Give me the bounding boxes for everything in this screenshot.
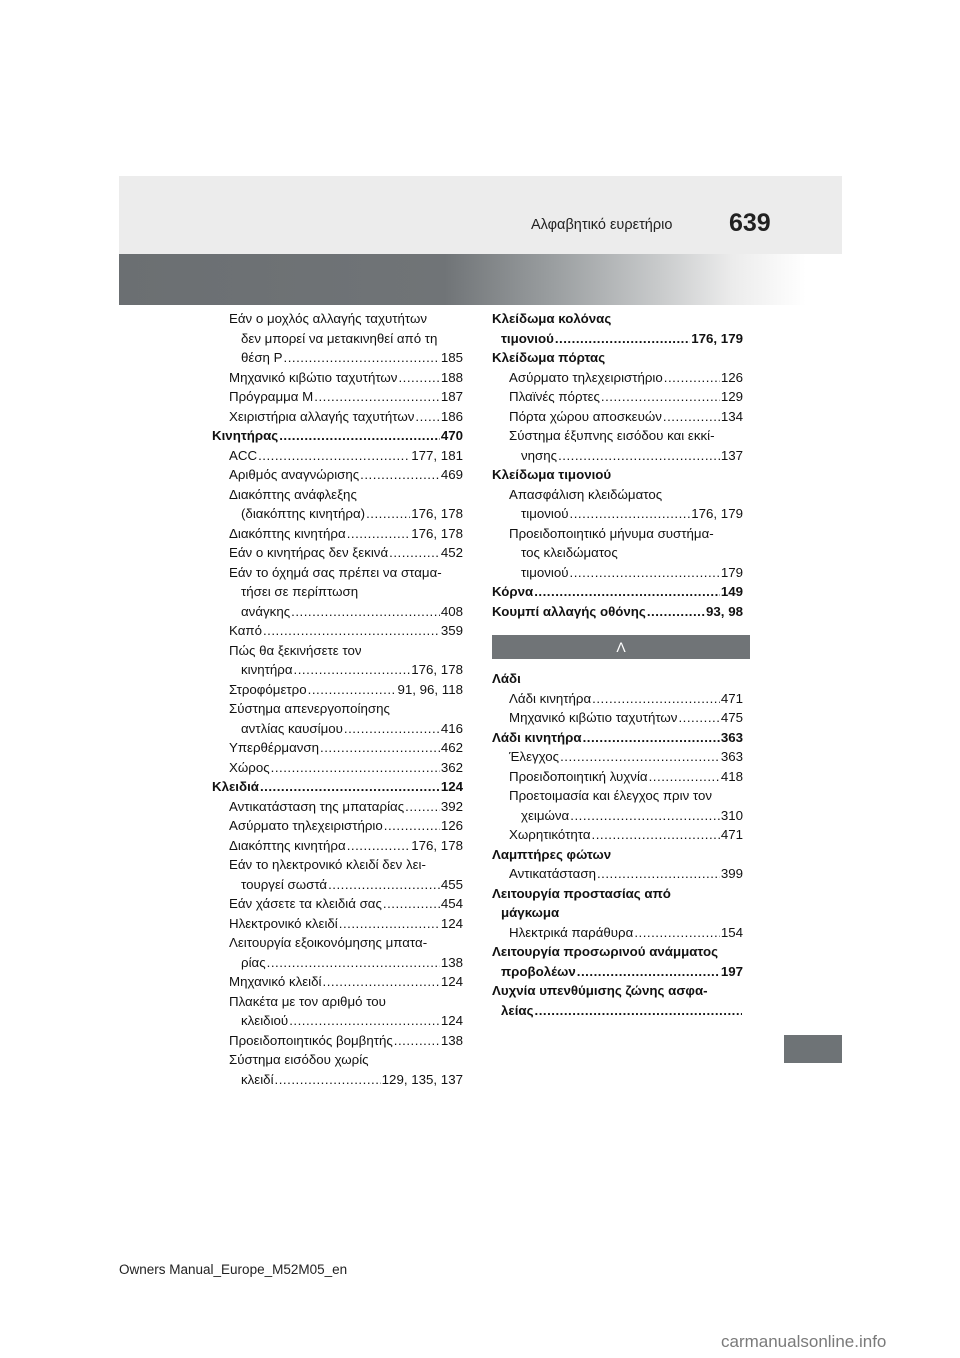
index-entry-text: Λαμπτήρες φώτων bbox=[492, 846, 612, 862]
index-entry bbox=[492, 582, 743, 602]
section-header-lambda: Λ bbox=[492, 635, 750, 659]
index-entry bbox=[492, 309, 743, 329]
index-entry-text: Κλειδιά bbox=[212, 779, 259, 794]
leader-dots bbox=[320, 738, 440, 758]
index-entry-page: 124 bbox=[440, 915, 463, 931]
index-entry bbox=[212, 836, 463, 856]
index-entry bbox=[492, 825, 743, 845]
index-entry-page: 129, 135, 137 bbox=[381, 1071, 463, 1087]
index-entry-text: τιμονιού bbox=[501, 330, 554, 346]
index-entry bbox=[212, 992, 463, 1012]
index-entry-page: 176, 178 bbox=[411, 506, 463, 521]
index-entry-page: 408 bbox=[440, 603, 463, 619]
index-entry-text: θέση P bbox=[241, 350, 283, 365]
index-entry-page: 399 bbox=[720, 866, 743, 881]
leader-dots bbox=[366, 504, 410, 524]
index-entry-text: (διακόπτης κινητήρα) bbox=[241, 506, 366, 521]
index-entry-text: Αντικατάσταση bbox=[509, 866, 596, 881]
index-entry-page: 176, 178 bbox=[411, 525, 463, 541]
index-entry-text: Ηλεκτρικά παράθυρα bbox=[509, 924, 634, 940]
index-entry bbox=[212, 680, 463, 700]
index-entry-text: Ασύρματο τηλεχειριστήριο bbox=[509, 369, 663, 385]
leader-dots bbox=[383, 894, 440, 914]
leader-dots bbox=[284, 348, 440, 368]
index-entry-text: Διακόπτης κινητήρα bbox=[229, 837, 346, 853]
index-entry bbox=[492, 329, 743, 349]
index-entry-page: 124 bbox=[440, 1013, 463, 1028]
index-entry-text: τήσει σε περίπτωση bbox=[241, 584, 359, 599]
index-entry-text: Μηχανικό κιβώτιο ταχυτήτων bbox=[509, 710, 678, 725]
leader-dots bbox=[534, 582, 720, 602]
index-entry-text: Σύστημα εισόδου χωρίς bbox=[229, 1052, 369, 1067]
leader-dots bbox=[601, 387, 720, 407]
leader-dots bbox=[314, 387, 440, 407]
index-entry-text: Εάν το ηλεκτρονικό κλειδί δεν λει- bbox=[229, 857, 426, 872]
index-entry-text: Απασφάλιση κλειδώματος bbox=[509, 486, 663, 502]
index-entry-text: Κλείδωμα τιμονιού bbox=[492, 467, 612, 482]
index-entry-page: 134 bbox=[720, 408, 743, 424]
page-title: Αλφαβητικό ευρετήριο bbox=[531, 217, 673, 233]
leader-dots bbox=[560, 747, 720, 767]
index-entry-page: 126 bbox=[720, 369, 743, 385]
index-entry-page: 129 bbox=[720, 389, 743, 404]
index-entry-page: 177, 181 bbox=[411, 447, 463, 463]
index-entry bbox=[212, 524, 463, 544]
index-entry-text: ρίας bbox=[241, 954, 266, 970]
index-entry bbox=[212, 368, 463, 388]
leader-dots bbox=[339, 914, 440, 934]
index-entry bbox=[492, 524, 743, 544]
index-entry-text: Σύστημα έξυπνης εισόδου και εκκί- bbox=[509, 428, 715, 443]
index-entry-page: 452 bbox=[440, 545, 463, 560]
index-entry-page: 197 bbox=[720, 963, 743, 979]
index-entry bbox=[492, 387, 743, 407]
index-entry bbox=[212, 309, 463, 329]
leader-dots bbox=[663, 407, 720, 427]
index-entry-text: Λάδι κινητήρα bbox=[509, 690, 592, 706]
index-entry-text: Λειτουργία εξοικονόμησης μπατα- bbox=[229, 935, 428, 950]
index-entry bbox=[212, 855, 463, 875]
index-entry-page: 138 bbox=[440, 1032, 463, 1048]
index-column-left bbox=[212, 309, 463, 1089]
leader-dots bbox=[577, 962, 720, 982]
index-entry-text: κλειδιού bbox=[241, 1013, 289, 1028]
index-entry bbox=[492, 426, 743, 446]
index-entry bbox=[492, 669, 743, 689]
leader-dots bbox=[415, 407, 439, 427]
index-entry-page: 149 bbox=[720, 584, 743, 599]
leader-dots bbox=[398, 368, 439, 388]
leader-dots bbox=[258, 446, 410, 466]
index-entry bbox=[212, 660, 463, 680]
index-entry-text: αντλίας καυσίμου bbox=[241, 720, 343, 736]
index-entry bbox=[212, 582, 463, 602]
index-entry bbox=[492, 884, 743, 904]
index-entry-text: κλειδί bbox=[241, 1071, 274, 1087]
index-entry-text: Διακόπτης ανάφλεξης bbox=[229, 486, 357, 502]
leader-dots bbox=[558, 446, 720, 466]
leader-dots bbox=[271, 758, 440, 778]
index-entry bbox=[492, 602, 743, 622]
index-entry bbox=[212, 914, 463, 934]
leader-dots bbox=[597, 864, 720, 884]
leader-dots bbox=[535, 1001, 743, 1021]
leader-dots bbox=[394, 1031, 440, 1051]
index-entry-text: Κινητήρας bbox=[212, 428, 279, 443]
watermark-text: carmanualsonline.info bbox=[721, 1332, 887, 1351]
index-entry bbox=[492, 348, 743, 368]
leader-dots bbox=[664, 368, 720, 388]
index-entry bbox=[212, 699, 463, 719]
index-entry bbox=[492, 903, 743, 923]
index-entry-page: 392 bbox=[440, 798, 463, 814]
index-entry bbox=[212, 348, 463, 368]
leader-dots bbox=[384, 816, 440, 836]
index-entry-page: 187 bbox=[440, 389, 463, 404]
index-entry-text: Χώρος bbox=[229, 759, 270, 775]
index-entry-page: 310 bbox=[720, 807, 743, 823]
index-entry bbox=[212, 563, 463, 583]
index-entry-text: Διακόπτης κινητήρα bbox=[229, 525, 346, 541]
leader-dots bbox=[291, 602, 440, 622]
index-entry-text: Προειδοποιητική λυχνία bbox=[509, 768, 648, 784]
index-entry-text: Πλακέτα με τον αριθμό του bbox=[229, 993, 386, 1009]
leader-dots bbox=[323, 972, 440, 992]
index-entry-text: Λυχνία υπενθύμισης ζώνης ασφα- bbox=[492, 983, 708, 998]
leader-dots bbox=[260, 777, 440, 797]
index-entry-text: Λειτουργία προστασίας από bbox=[492, 885, 671, 901]
index-entry bbox=[212, 485, 463, 505]
leader-dots bbox=[279, 426, 440, 446]
index-entry bbox=[212, 738, 463, 758]
index-entry-page: 126 bbox=[440, 818, 463, 833]
index-entry-text: ACC bbox=[229, 447, 258, 463]
index-entry bbox=[212, 543, 463, 563]
index-entry-text: μάγκωμα bbox=[501, 905, 560, 920]
index-group-k bbox=[492, 309, 743, 621]
index-entry-page: 469 bbox=[440, 467, 463, 482]
index-entry bbox=[492, 465, 743, 485]
index-entry bbox=[212, 407, 463, 427]
index-entry bbox=[492, 689, 743, 709]
leader-dots bbox=[294, 660, 411, 680]
leader-dots bbox=[555, 329, 690, 349]
index-entry-text: Πώς θα ξεκινήσετε τον bbox=[229, 642, 362, 658]
index-entry-text: Ηλεκτρονικό κλειδί bbox=[229, 915, 338, 931]
index-entry-text: Εάν χάσετε τα κλειδιά σας bbox=[229, 896, 382, 911]
index-entry bbox=[492, 543, 743, 563]
leader-dots bbox=[678, 708, 719, 728]
index-entry-text: Κλείδωμα πόρτας bbox=[492, 350, 606, 365]
index-entry-page: 185 bbox=[440, 350, 463, 365]
index-entry-page: 137 bbox=[720, 447, 743, 463]
index-entry bbox=[492, 962, 743, 982]
index-entry bbox=[212, 1031, 463, 1051]
index-entry bbox=[212, 602, 463, 622]
index-entry-text: Πόρτα χώρου αποσκευών bbox=[509, 408, 662, 424]
index-entry-text: Υπερθέρμανση bbox=[229, 740, 320, 755]
index-entry bbox=[492, 767, 743, 787]
index-entry-page: 176, 179 bbox=[691, 330, 743, 346]
index-entry bbox=[492, 368, 743, 388]
index-entry-text: Ασύρματο τηλεχειριστήριο bbox=[229, 818, 383, 833]
index-entry bbox=[212, 1070, 463, 1090]
index-entry-page: 176, 179 bbox=[691, 506, 743, 521]
index-entry-page: 471 bbox=[720, 690, 743, 706]
index-entry-page: 93, 98 bbox=[706, 603, 743, 619]
index-entry-text: Εάν το όχημά σας πρέπει να σταμα- bbox=[229, 564, 442, 580]
index-entry-text: χειμώνα bbox=[521, 807, 570, 823]
index-entry-page: 471 bbox=[720, 827, 743, 842]
leader-dots bbox=[583, 728, 720, 748]
index-column-right bbox=[492, 309, 743, 1020]
leader-dots bbox=[634, 923, 720, 943]
index-entry-page: 418 bbox=[720, 768, 743, 784]
leader-dots bbox=[570, 504, 691, 524]
index-entry-page: 363 bbox=[720, 749, 743, 764]
leader-dots bbox=[267, 953, 440, 973]
index-entry-page: 176, 178 bbox=[411, 662, 463, 677]
index-entry-page: 91, 96, 118 bbox=[397, 681, 463, 697]
index-entry bbox=[212, 1050, 463, 1070]
index-entry-text: τουργεί σωστά bbox=[241, 876, 328, 892]
index-entry-text: προβολέων bbox=[501, 963, 576, 979]
index-entry bbox=[212, 465, 463, 485]
index-entry-text: Αντικατάσταση της μπαταρίας bbox=[229, 798, 405, 814]
index-entry-page: 454 bbox=[440, 896, 463, 911]
leader-dots bbox=[647, 602, 705, 622]
index-entry bbox=[212, 875, 463, 895]
index-entry-text: Λειτουργία προσωρινού ανάμματος bbox=[492, 944, 719, 959]
footer-text: Owners Manual_Europe_M52M05_en bbox=[119, 1262, 348, 1277]
index-entry-page: 462 bbox=[440, 740, 463, 755]
index-entry-text: Εάν ο μοχλός αλλαγής ταχυτήτων bbox=[229, 311, 427, 326]
index-entry-page: 186 bbox=[440, 408, 463, 424]
index-entry bbox=[492, 747, 743, 767]
index-entry-text: Έλεγχος bbox=[509, 749, 560, 764]
index-entry bbox=[212, 972, 463, 992]
index-entry bbox=[492, 806, 743, 826]
index-entry-page: 470 bbox=[440, 428, 463, 443]
leader-dots bbox=[328, 875, 440, 895]
index-entry-page: 475 bbox=[720, 710, 743, 725]
index-entry bbox=[492, 407, 743, 427]
index-entry bbox=[492, 923, 743, 943]
leader-dots bbox=[389, 543, 440, 563]
index-entry-page: 138 bbox=[440, 954, 463, 970]
leader-dots bbox=[344, 719, 440, 739]
leader-dots bbox=[275, 1070, 381, 1090]
leader-dots bbox=[347, 524, 411, 544]
leader-dots bbox=[347, 836, 411, 856]
index-entry-text: τιμονιού bbox=[521, 564, 569, 580]
index-entry bbox=[212, 1011, 463, 1031]
index-entry bbox=[492, 981, 743, 1001]
index-entry bbox=[212, 387, 463, 407]
index-entry bbox=[212, 933, 463, 953]
index-entry-text: Εάν ο κινητήρας δεν ξεκινά bbox=[229, 545, 389, 560]
index-entry-text: τιμονιού bbox=[521, 506, 569, 521]
index-entry-page: 176, 178 bbox=[411, 837, 463, 853]
index-entry-text: Κλείδωμα κολόνας bbox=[492, 311, 612, 326]
index-entry bbox=[212, 894, 463, 914]
index-entry-text: νησης bbox=[521, 447, 558, 463]
index-entry bbox=[492, 446, 743, 466]
index-entry bbox=[212, 816, 463, 836]
index-entry-text: Προειδοποιητικός βομβητής bbox=[229, 1032, 393, 1048]
index-entry-page: 179 bbox=[720, 564, 743, 580]
index-entry-page: 124 bbox=[440, 974, 463, 989]
index-entry-page: 363 bbox=[720, 729, 743, 745]
side-tab bbox=[784, 1035, 842, 1063]
leader-dots bbox=[570, 563, 720, 583]
index-entry-text: Κουμπί αλλαγής οθόνης bbox=[492, 603, 646, 619]
leader-dots bbox=[592, 689, 720, 709]
leader-dots bbox=[570, 806, 720, 826]
index-entry-text: Λάδι κινητήρα bbox=[492, 729, 582, 745]
index-entry-text: Μηχανικό κιβώτιο ταχυτήτων bbox=[229, 369, 398, 385]
leader-dots bbox=[649, 767, 720, 787]
index-entry bbox=[212, 621, 463, 641]
index-entry bbox=[492, 504, 743, 524]
index-entry-page: 188 bbox=[440, 369, 463, 385]
page-number: 639 bbox=[729, 209, 771, 237]
index-entry bbox=[212, 758, 463, 778]
index-entry-text: Μηχανικό κλειδί bbox=[229, 974, 322, 989]
index-entry-text: Αριθμός αναγνώρισης bbox=[229, 467, 360, 482]
index-entry-text: Χωρητικότητα bbox=[509, 827, 591, 842]
index-entry bbox=[492, 485, 743, 505]
index-entry bbox=[212, 446, 463, 466]
index-entry-text: Προετοιμασία και έλεγχος πριν τον bbox=[509, 788, 713, 803]
index-entry-text: τος κλειδώματος bbox=[521, 545, 618, 560]
index-entry-page: 124 bbox=[440, 779, 463, 794]
index-entry bbox=[492, 845, 743, 865]
index-entry bbox=[492, 864, 743, 884]
index-entry bbox=[212, 504, 463, 524]
index-entry-page: 455 bbox=[440, 876, 463, 892]
header-gradient-bar bbox=[119, 254, 842, 305]
leader-dots bbox=[263, 621, 440, 641]
leader-dots bbox=[289, 1011, 440, 1031]
index-entry bbox=[212, 719, 463, 739]
index-entry bbox=[492, 728, 743, 748]
index-entry-text: δεν μπορεί να μετακινηθεί από τη bbox=[241, 330, 438, 346]
index-entry bbox=[212, 953, 463, 973]
index-entry-page: 416 bbox=[440, 720, 463, 736]
leader-dots bbox=[360, 465, 440, 485]
index-entry bbox=[492, 1001, 743, 1021]
index-entry-text: κινητήρα bbox=[241, 662, 293, 677]
index-entry bbox=[492, 708, 743, 728]
index-entry-page: 154 bbox=[720, 924, 743, 940]
index-entry-text: Πλαϊνές πόρτες bbox=[509, 389, 600, 404]
index-entry bbox=[212, 777, 463, 797]
index-entry-page: 359 bbox=[440, 623, 463, 638]
index-entry-text: Πρόγραμμα M bbox=[229, 389, 314, 404]
index-entry-text: Χειριστήρια αλλαγής ταχυτήτων bbox=[229, 408, 415, 424]
index-entry bbox=[492, 786, 743, 806]
index-entry bbox=[212, 641, 463, 661]
index-entry-text: λείας bbox=[501, 1002, 534, 1018]
index-entry bbox=[212, 329, 463, 349]
leader-dots bbox=[405, 797, 440, 817]
index-entry-text: Κόρνα bbox=[492, 584, 534, 599]
index-entry-text: Καπό bbox=[229, 623, 262, 638]
index-entry bbox=[492, 563, 743, 583]
index-entry-page: 362 bbox=[440, 759, 463, 775]
leader-dots bbox=[592, 825, 720, 845]
index-group-lambda bbox=[492, 669, 743, 1020]
index-entry-text: Προειδοποιητικό μήνυμα συστήμα- bbox=[509, 525, 714, 541]
index-entry-text: Σύστημα απενεργοποίησης bbox=[229, 701, 390, 716]
index-entry bbox=[212, 797, 463, 817]
index-entry-text: Στροφόμετρο bbox=[229, 681, 307, 697]
index-entry-text: ανάγκης bbox=[241, 603, 291, 619]
index-entry bbox=[212, 426, 463, 446]
index-entry bbox=[492, 942, 743, 962]
index-entry-text: Λάδι bbox=[492, 671, 521, 686]
leader-dots bbox=[308, 680, 397, 700]
